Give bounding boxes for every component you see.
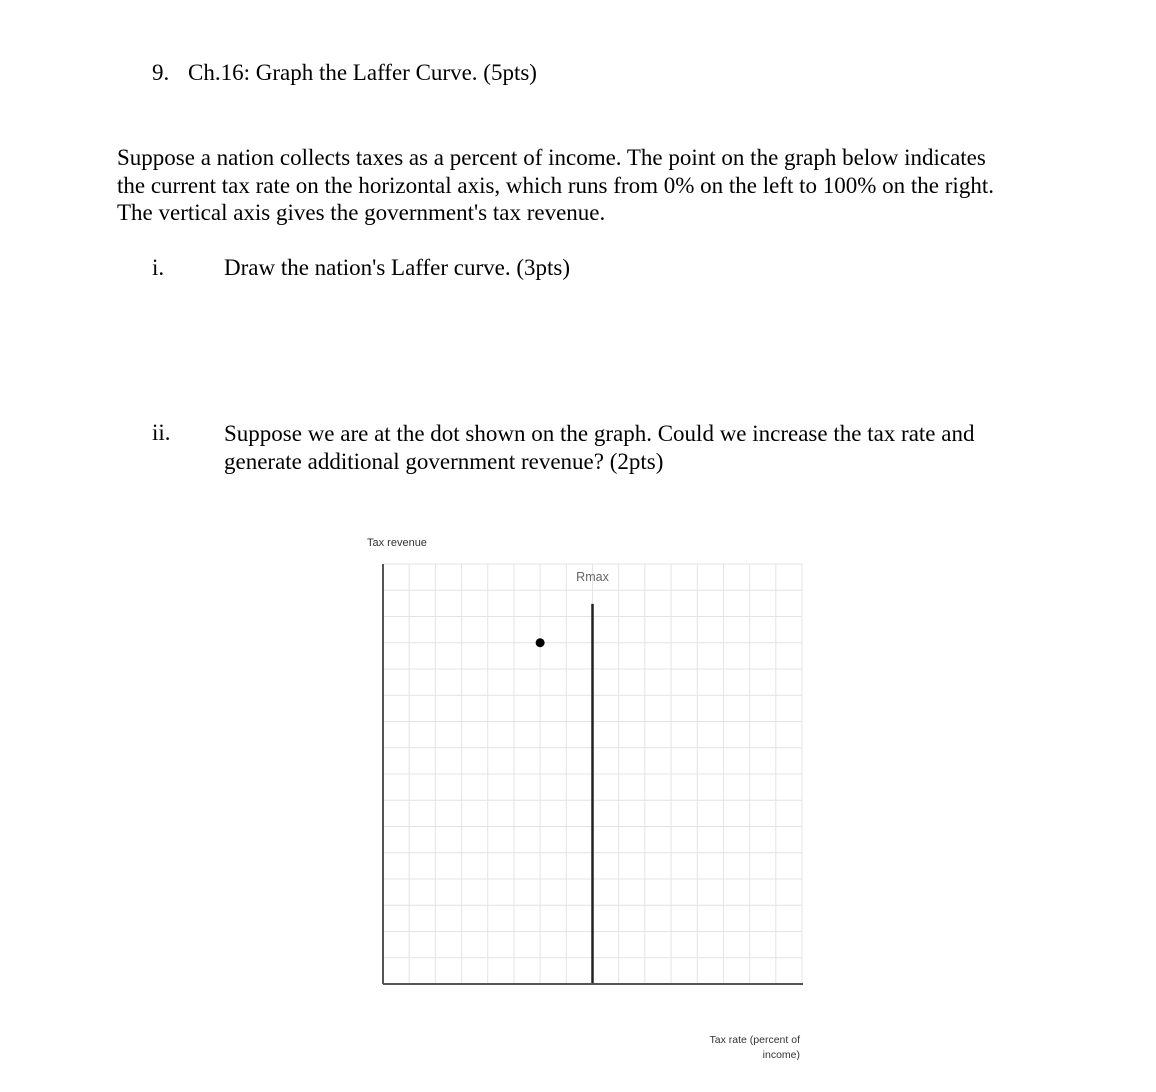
x-axis-label-line: Tax rate (percent of (709, 1034, 800, 1046)
x-axis-label-line: income) (762, 1049, 800, 1061)
current-tax-rate-point[interactable] (536, 638, 545, 647)
part-i-marker: i. (152, 255, 165, 280)
rmax-label: Rmax (576, 570, 609, 584)
intro-line: Suppose a nation collects taxes as a percent of income. The point on the graph below indicates (117, 145, 986, 170)
x-axis-label (680, 1033, 800, 1063)
question-title: Ch.16: Graph the Laffer Curve. (5pts) (188, 60, 537, 85)
y-axis-label: Tax revenue (367, 537, 427, 549)
part-ii-line: generate additional government revenue? (2pts) (224, 449, 664, 474)
question-number: 9. (152, 60, 170, 85)
intro-line: the current tax rate on the horizontal axis, which runs from 0% on the left to 100% on the right. (117, 172, 994, 198)
part-i-text: Draw the nation's Laffer curve. (3pts) (224, 255, 571, 280)
part-ii-marker: ii. (152, 420, 171, 445)
intro-line: The vertical axis gives the government's tax revenue. (117, 200, 606, 225)
part-ii-line: Suppose we are at the dot shown on the graph. Could we increase the tax rate and (224, 421, 975, 446)
